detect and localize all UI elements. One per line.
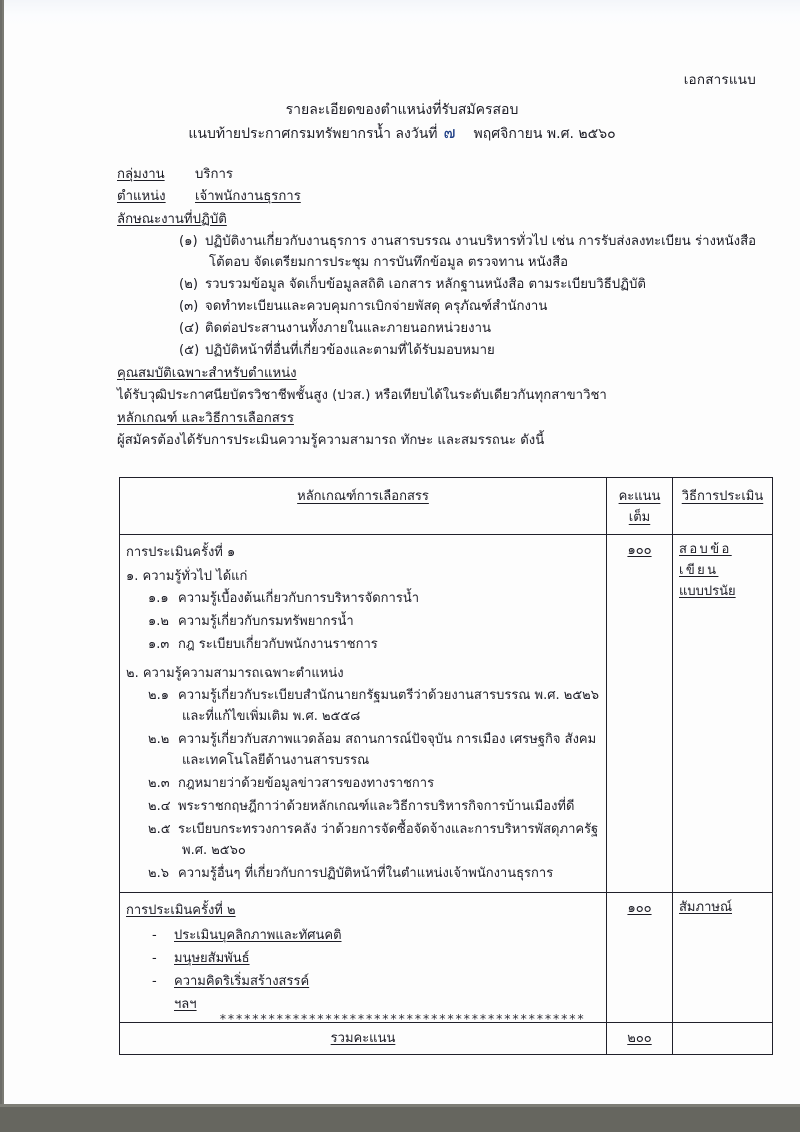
header-method-label: วิธีการประเมิน bbox=[681, 489, 764, 504]
criteria-sub-item bbox=[126, 685, 600, 727]
dash-marker: - bbox=[152, 928, 157, 943]
header-method bbox=[673, 478, 773, 535]
round1-title: การประเมินครั้งที่ ๑ bbox=[126, 545, 236, 560]
total-score-cell bbox=[607, 1023, 673, 1055]
round2-score: ๑๐๐ bbox=[627, 901, 652, 916]
table-row bbox=[120, 535, 773, 893]
document-page bbox=[4, 0, 800, 1104]
duties-heading: ลักษณะงานที่ปฏิบัติ bbox=[117, 212, 227, 227]
sub-item-text-cont: และที่แก้ไขเพิ่มเติม พ.ศ. ๒๕๕๘ bbox=[182, 709, 361, 724]
round2-method-cell bbox=[673, 893, 773, 1023]
total-label-cell bbox=[120, 1023, 607, 1055]
round1-group2-title: ๒. ความรู้ความสามารถเฉพาะตำแหน่ง bbox=[126, 666, 344, 681]
list-item bbox=[126, 947, 600, 970]
round2-score-cell bbox=[607, 893, 673, 1023]
sub-item-text-main: ความรู้เบื้องต้นเกี่ยวกับการบริหารจัดการน้ำ bbox=[178, 591, 420, 606]
document-body bbox=[117, 164, 757, 452]
list-item bbox=[117, 274, 757, 295]
round1-method-line2: แบบปรนัย bbox=[679, 584, 736, 599]
list-item bbox=[117, 296, 757, 317]
header-score-line1: คะแนน bbox=[618, 489, 661, 504]
qualifications-heading: คุณสมบัติเฉพาะสำหรับตำแหน่ง bbox=[117, 366, 297, 381]
criteria-sub-item bbox=[126, 819, 600, 861]
footer-separator: ********************************************* bbox=[219, 1011, 585, 1026]
sub-item-id: ๒.๖ bbox=[148, 866, 169, 881]
criteria-sub-item bbox=[126, 588, 600, 609]
field-group-value: บริการ bbox=[195, 167, 233, 182]
scan-edge-bottom bbox=[0, 1104, 800, 1132]
duty-text-main: ติดต่อประสานงานทั้งภายในและภายนอกหน่วยงาน bbox=[205, 321, 491, 336]
criteria-sub-item bbox=[126, 796, 600, 817]
duty-marker: (๕) bbox=[179, 343, 200, 358]
sub-item-id: ๒.๒ bbox=[148, 732, 170, 747]
sub-item-text bbox=[178, 863, 600, 884]
criteria-intro-text: ผู้สมัครต้องได้รับการประเมินความรู้ความสามารถ ทักษะ และสมรรถนะ ดังนี้ bbox=[117, 433, 545, 448]
round2-item-text: มนุษยสัมพันธ์ bbox=[174, 951, 250, 966]
round1-group1-title: ๑. ความรู้ทั่วไป ได้แก่ bbox=[126, 569, 248, 584]
handwritten-date: ๗ bbox=[443, 123, 456, 142]
criteria-table bbox=[119, 477, 773, 1055]
sub-item-text-main: ระเบียบกระทรวงการคลัง ว่าด้วยการจัดซื้อจัดจ้างและการบริหารพัสดุภาครัฐ bbox=[178, 822, 599, 837]
field-position bbox=[117, 186, 757, 207]
total-score: ๒๐๐ bbox=[627, 1031, 652, 1046]
round2-item-text: ความคิดริเริ่มสร้างสรรค์ bbox=[174, 974, 310, 989]
scan-edge-left bbox=[2, 0, 4, 1104]
round2-criteria-cell bbox=[120, 893, 607, 1023]
duty-text-main: จดทำทะเบียนและควบคุมการเบิกจ่ายพัสดุ ครุภัณฑ์สำนักงาน bbox=[205, 299, 548, 314]
duty-text bbox=[205, 274, 757, 295]
duty-text bbox=[205, 318, 757, 339]
sub-item-id: ๒.๑ bbox=[148, 688, 169, 703]
sub-item-id: ๒.๓ bbox=[148, 776, 170, 791]
criteria-sub-item bbox=[126, 863, 600, 884]
sub-item-text-main: พระราชกฤษฎีกาว่าด้วยหลักเกณฑ์และวิธีการบริหารกิจการบ้านเมืองที่ดี bbox=[178, 799, 575, 814]
sub-item-text-cont: และเทคโนโลยีด้านงานสารบรรณ bbox=[182, 753, 370, 768]
sub-item-text bbox=[178, 685, 600, 727]
round1-score: ๑๐๐ bbox=[627, 543, 652, 558]
subtitle-prefix: แนบท้ายประกาศกรมทรัพยากรน้ำ ลงวันที่ bbox=[188, 126, 438, 142]
table-row bbox=[120, 893, 773, 1023]
total-label: รวมคะแนน bbox=[330, 1031, 396, 1046]
table-total-row bbox=[120, 1023, 773, 1055]
criteria-sub-item bbox=[126, 773, 600, 794]
list-item bbox=[117, 340, 757, 361]
round1-score-cell bbox=[607, 535, 673, 893]
sub-item-text bbox=[178, 819, 600, 861]
round1-method-line1: สอบข้อเขียน bbox=[679, 542, 732, 578]
sub-item-text bbox=[178, 729, 600, 771]
header-score-line2: เต็ม bbox=[628, 510, 651, 525]
duty-text-main: ปฏิบัติงานเกี่ยวกับงานธุรการ งานสารบรรณ งานบริหารทั่วไป เช่น การรับส่งลงทะเบียน ร่างหนังสือ bbox=[205, 234, 757, 249]
round2-method-line1: สัมภาษณ์ bbox=[679, 900, 733, 915]
table-header-row bbox=[120, 478, 773, 535]
list-item bbox=[117, 231, 757, 273]
field-group bbox=[117, 164, 757, 185]
round2-item-list bbox=[126, 924, 600, 1016]
criteria-sub-item bbox=[126, 634, 600, 655]
sub-item-text-main: ความรู้เกี่ยวกับระเบียบสำนักนายกรัฐมนตรีว่าด้วยงานสารบรรณ พ.ศ. ๒๕๒๖ bbox=[178, 688, 600, 703]
document-title: รายละเอียดของตำแหน่งที่รับสมัครสอบ bbox=[285, 102, 519, 118]
qualifications-text: ได้รับวุฒิประกาศนียบัตรวิชาชีพชั้นสูง (ปวส.) หรือเทียบได้ในระดับเดียวกันทุกสาขาวิชา bbox=[117, 388, 607, 403]
dash-marker: - bbox=[152, 951, 157, 966]
header-criteria bbox=[120, 478, 607, 535]
duties-list bbox=[117, 231, 757, 361]
sub-item-id: ๑.๑ bbox=[148, 591, 169, 606]
sub-item-text-main: ความรู้อื่นๆ ที่เกี่ยวกับการปฏิบัติหน้าที่ในตำแหน่งเจ้าพนักงานธุรการ bbox=[178, 866, 554, 881]
criteria-sub-item bbox=[126, 729, 600, 771]
duty-text-main: รวบรวมข้อมูล จัดเก็บข้อมูลสถิติ เอกสาร หลักฐานหนังสือ ตามระเบียบวิธีปฏิบัติ bbox=[205, 277, 646, 292]
sub-item-text-main: กฎหมายว่าด้วยข้อมูลข่าวสารของทางราชการ bbox=[178, 776, 435, 791]
sub-item-text bbox=[178, 588, 600, 609]
round1-criteria-cell bbox=[120, 535, 607, 893]
sub-item-text-cont: พ.ศ. ๒๕๖๐ bbox=[182, 843, 246, 858]
attachment-label: เอกสารแนบ bbox=[683, 72, 756, 88]
total-method-cell bbox=[673, 1023, 773, 1055]
duty-marker: (๒) bbox=[179, 277, 198, 292]
sub-item-text bbox=[178, 796, 600, 817]
duty-text bbox=[205, 296, 757, 317]
duty-text bbox=[205, 231, 757, 273]
round2-title: การประเมินครั้งที่ ๒ bbox=[126, 903, 236, 918]
sub-item-text-main: ความรู้เกี่ยวกับกรมทรัพยากรน้ำ bbox=[178, 614, 354, 629]
list-item bbox=[126, 924, 600, 947]
header-score bbox=[607, 478, 673, 535]
duty-marker: (๔) bbox=[179, 321, 200, 336]
list-item bbox=[117, 318, 757, 339]
document-subtitle bbox=[4, 121, 800, 146]
list-item bbox=[126, 970, 600, 993]
field-position-label: ตำแหน่ง bbox=[117, 189, 166, 204]
header-criteria-label: หลักเกณฑ์การเลือกสรร bbox=[297, 489, 429, 504]
dash-marker: - bbox=[152, 974, 157, 989]
sub-item-id: ๑.๒ bbox=[148, 614, 169, 629]
duty-text bbox=[205, 340, 757, 361]
sub-item-text-main: ความรู้เกี่ยวกับสภาพแวดล้อม สถานการณ์ปัจจุบัน การเมือง เศรษฐกิจ สังคม bbox=[178, 732, 597, 747]
sub-item-id: ๑.๓ bbox=[148, 637, 170, 652]
duty-text-main: ปฏิบัติหน้าที่อื่นที่เกี่ยวข้องและตามที่ได้รับมอบหมาย bbox=[205, 343, 495, 358]
field-group-label: กลุ่มงาน bbox=[117, 167, 165, 182]
sub-item-text-main: กฎ ระเบียบเกี่ยวกับพนักงานราชการ bbox=[178, 637, 378, 652]
sub-item-id: ๒.๕ bbox=[148, 822, 171, 837]
subtitle-suffix: พฤศจิกายน พ.ศ. ๒๕๖๐ bbox=[473, 126, 616, 142]
duty-text-cont: โต้ตอบ จัดเตรียมการประชุม การบันทึกข้อมูล ตรวจทาน หนังสือ bbox=[209, 255, 569, 270]
duty-marker: (๑) bbox=[179, 234, 198, 249]
duty-marker: (๓) bbox=[179, 299, 199, 314]
page-content bbox=[4, 0, 800, 1104]
sub-item-id: ๒.๔ bbox=[148, 799, 171, 814]
sub-item-text bbox=[178, 773, 600, 794]
round2-etc: ฯลฯ bbox=[174, 997, 197, 1012]
criteria-heading: หลักเกณฑ์ และวิธีการเลือกสรร bbox=[117, 411, 294, 426]
round1-method-cell bbox=[673, 535, 773, 893]
round2-item-text: ประเมินบุคลิกภาพและทัศนคติ bbox=[174, 928, 342, 943]
field-position-value: เจ้าพนักงานธุรการ bbox=[195, 189, 301, 204]
sub-item-text bbox=[178, 634, 600, 655]
criteria-sub-item bbox=[126, 611, 600, 632]
sub-item-text bbox=[178, 611, 600, 632]
document-title-block bbox=[4, 100, 800, 146]
